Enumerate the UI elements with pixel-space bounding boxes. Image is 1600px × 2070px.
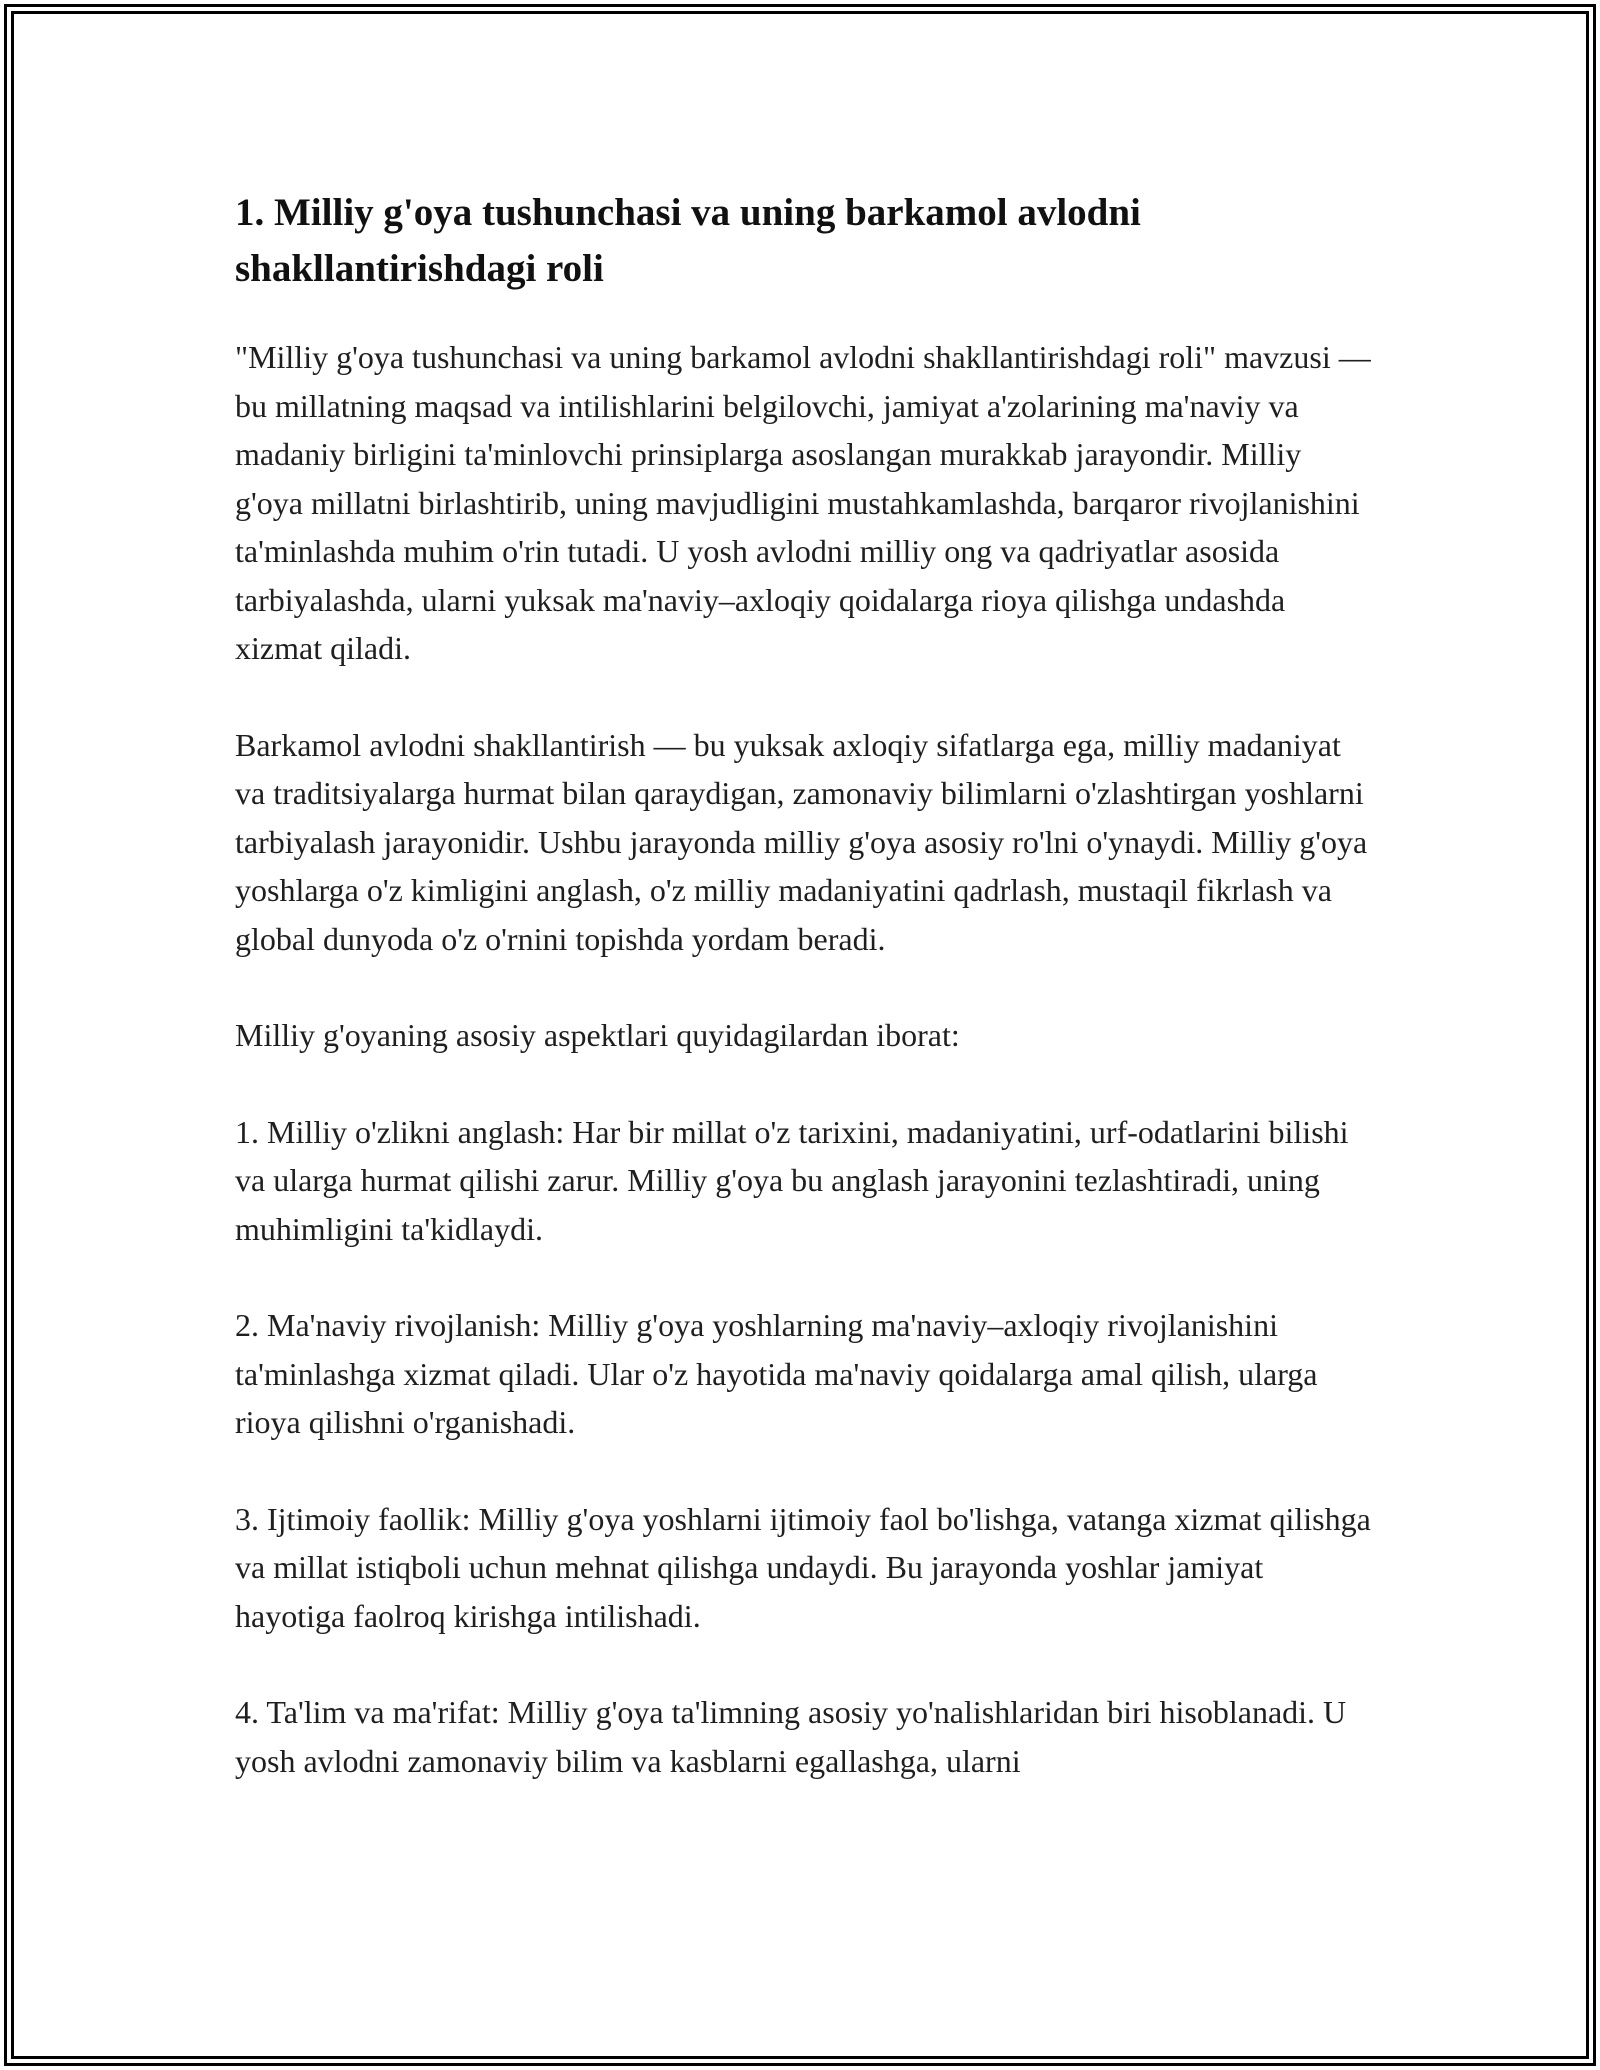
list-item-1: 1. Milliy o'zlikni anglash: Har bir millat o'z tarixini, madaniyatini, urf-odatlarini bilishi va ularga hurmat qilishi zarur. Milliy g'oya bu anglash jarayonini tezlashtiradi, uning muhimligini ta'kidlaydi. bbox=[235, 1113, 1349, 1247]
paragraph-intro: "Milliy g'oya tushunchasi va uning barkamol avlodni shakllantirishdagi roli" mavzusi — bu millatning maqsad va intilishlarini belgilovchi, jamiyat a'zolarining ma'naviy va madaniy birligini ta'minlovchi prinsiplarga asoslangan murakkab jarayondir. Milliy g'oya millatni birlashtirib, uning mavjudligini mustahkamlashda, barqaror rivojlanishini ta'minlashda muhim o'rin tutadi. U yosh avlodni milliy ong va qadriyatlar asosida tarbiyalashda, ularni yuksak ma'naviy–axloqiy qoidalarga rioya qilishga undashda xizmat qiladi. bbox=[235, 339, 1371, 666]
list-item-4: 4. Ta'lim va ma'rifat: Milliy g'oya ta'limning asosiy yo'nalishlaridan biri hisoblanadi. U yosh avlodni zamonaviy bilim va kasblarni egallashga, ularni bbox=[235, 1694, 1347, 1779]
list-item-2: 2. Ma'naviy rivojlanish: Milliy g'oya yoshlarning ma'naviy–axloqiy rivojlanishini ta'minlashga xizmat qiladi. Ular o'z hayotida ma'naviy qoidalarga amal qilish, ularga rioya qilishni o'rganishadi. bbox=[235, 1307, 1318, 1440]
paragraph-barkamol-avlod: Barkamol avlodni shakllantirish — bu yuksak axloqiy sifatlarga ega, milliy madaniyat va traditsiyalarga hurmat bilan qaraydigan, zamonaviy bilimlarni o'zlashtirgan yoshlarni tarbiyalash jarayonidir. Ushbu jarayonda milliy g'oya asosiy ro'lni o'ynaydi. Milliy g'oya yoshlarga o'z kimligini anglash, o'z milliy madaniyatini qadrlash, mustaqil fikrlash va global dunyoda o'z o'rnini topishda yordam beradi. bbox=[235, 726, 1368, 957]
paragraph-aspects-intro: Milliy g'oyaning asosiy aspektlari quyidagilardan iborat: bbox=[235, 1017, 960, 1053]
document-title: 1. Milliy g'oya tushunchasi va uning barkamol avlodni shakllantirishdagi roli bbox=[235, 191, 1141, 290]
list-item-3: 3. Ijtimoiy faollik: Milliy g'oya yoshlarni ijtimoiy faol bo'lishga, vatanga xizmat qilishga va millat istiqboli uchun mehnat qilishga undaydi. Bu jarayonda yoshlar jamiyat hayotiga faolroq kirishga intilishadi. bbox=[235, 1500, 1371, 1634]
document-body bbox=[235, 185, 1375, 1833]
